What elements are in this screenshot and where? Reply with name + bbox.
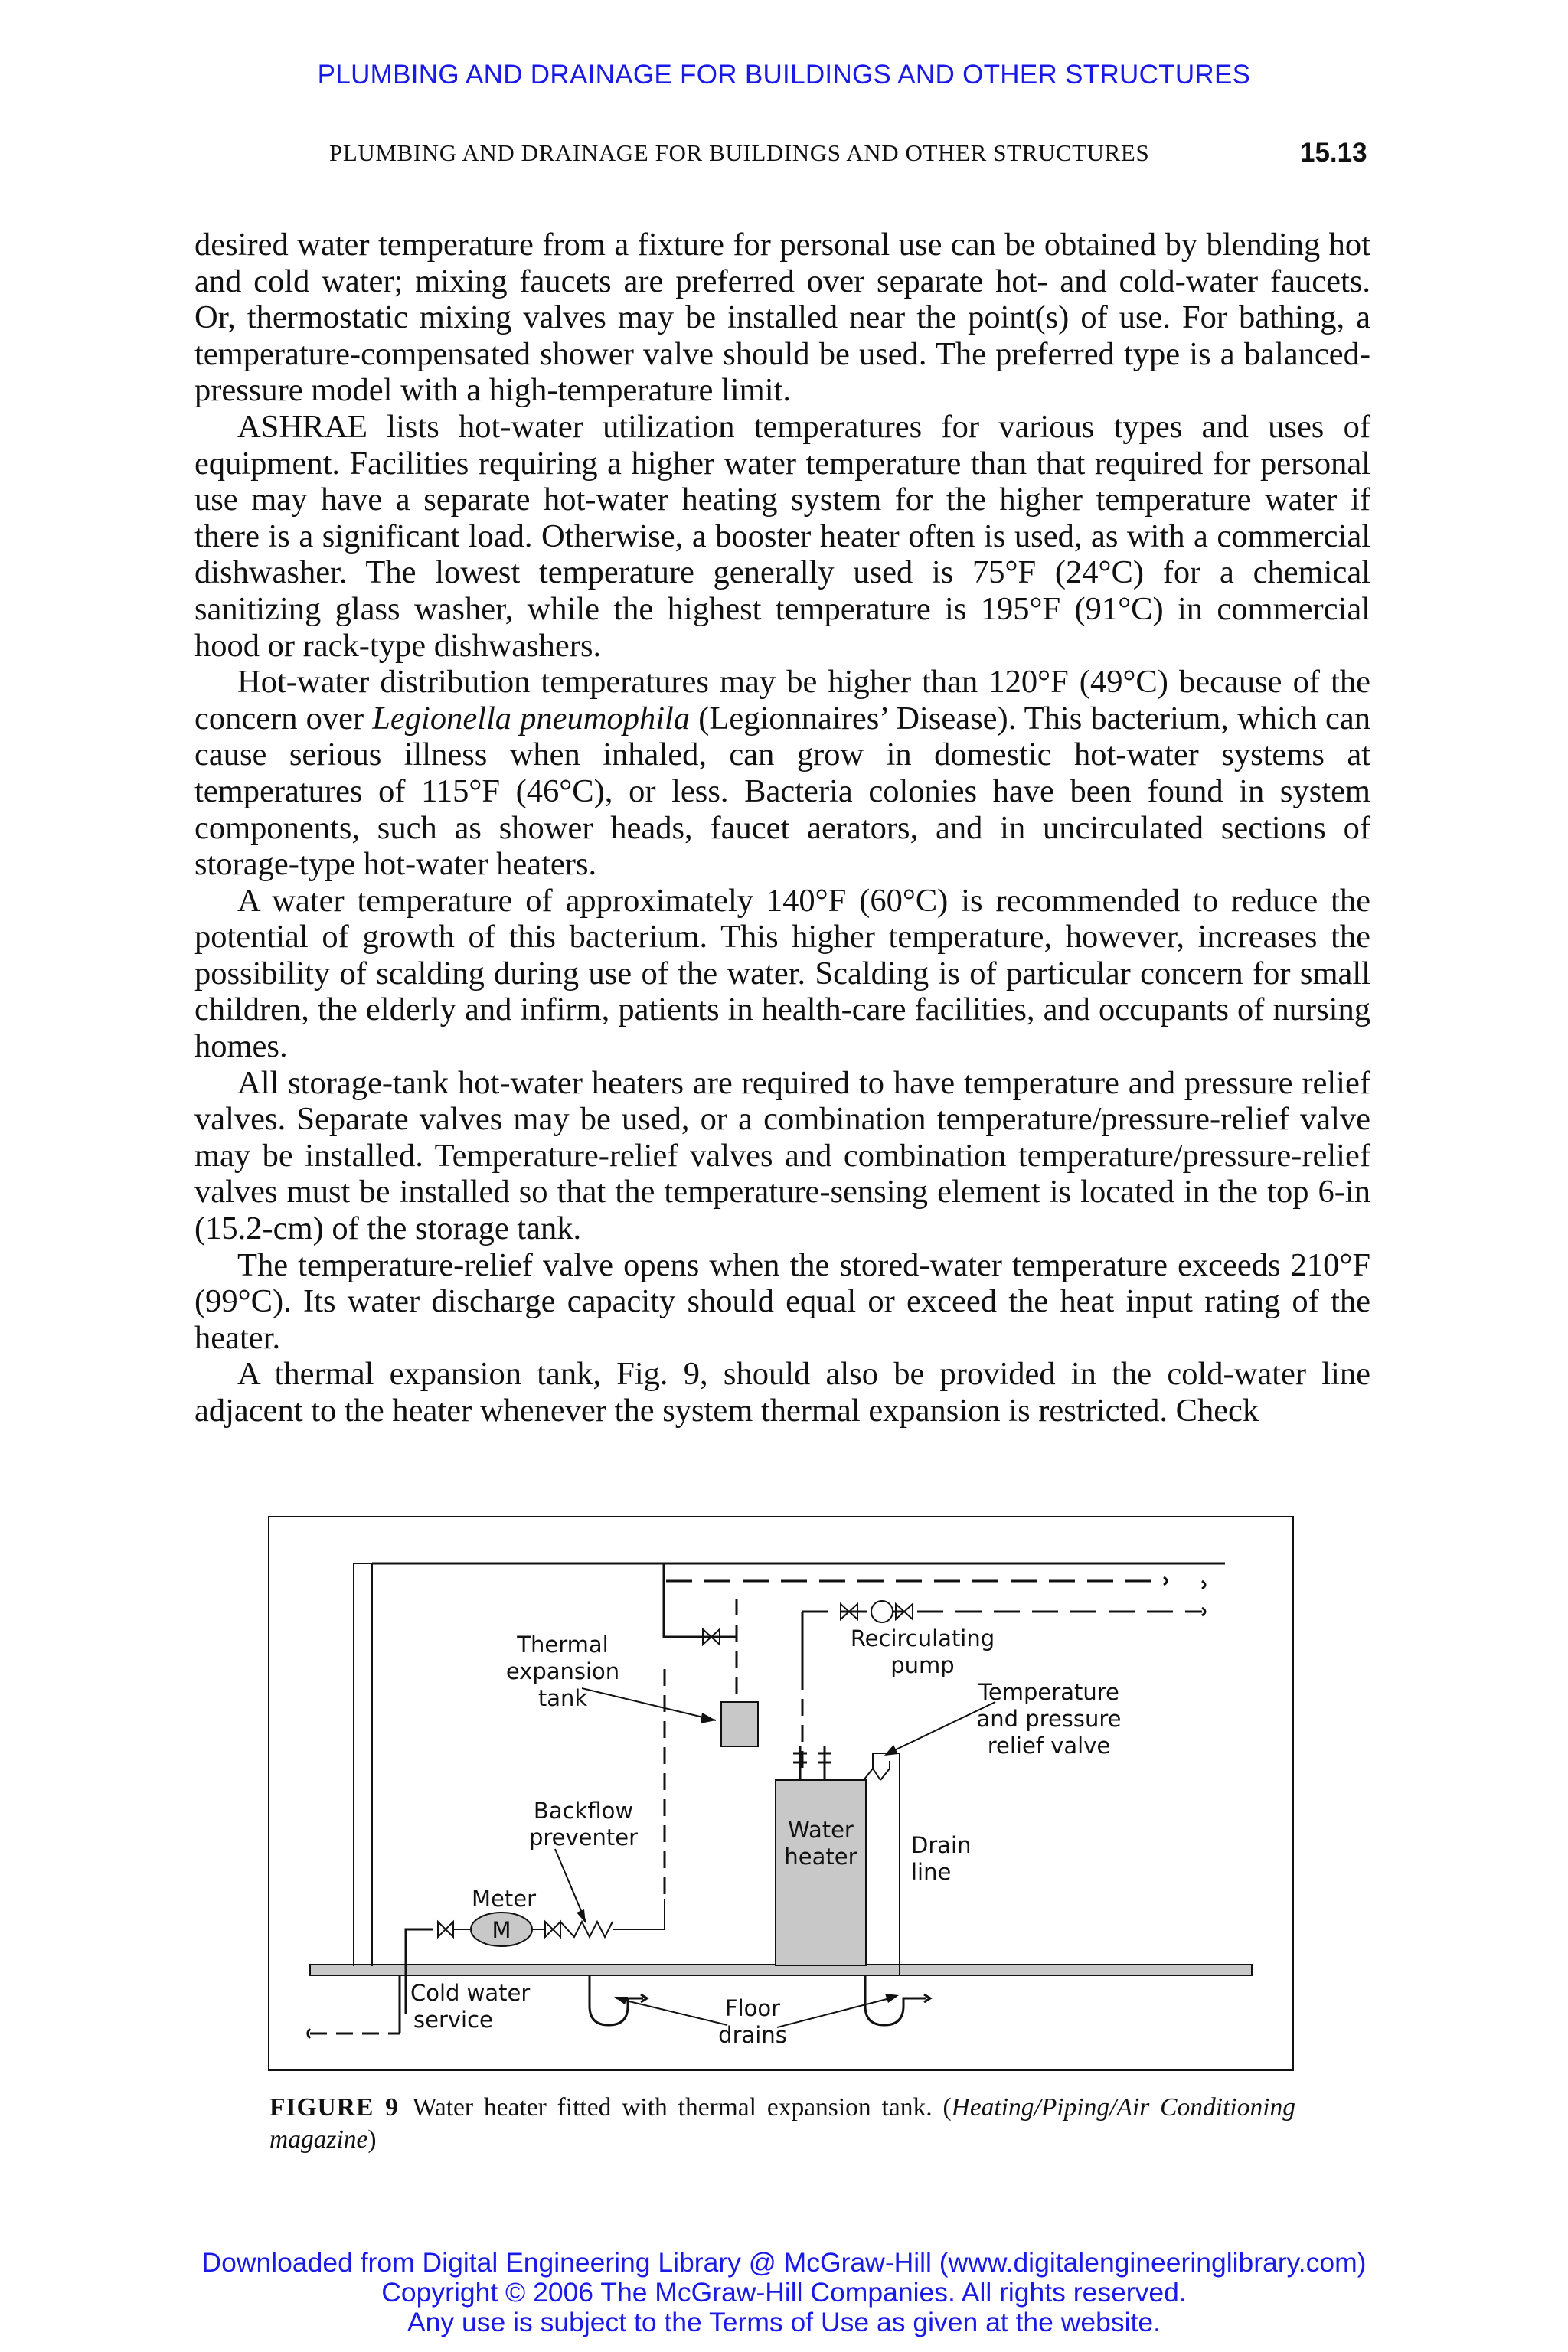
species-name: Legionella pneumophila [372, 700, 691, 737]
paragraph-text: Hot-water distribution temperatures may be higher than 120°F (49°C) because of the concern over [194, 664, 1370, 737]
paragraph-legionella [194, 664, 1370, 883]
paragraph-text: (Legionnaires’ Disease). This bacterium, which can cause serious illness when inhaled, can grow in domestic hot-water systems at temperatures of 115°F (46°C), or less. Bacteria colonies have been found in system components, such as shower heads, faucet aerators, and in uncirculated sections of storage-type hot-water heaters. [194, 700, 1370, 883]
label-cold-1: Cold water [410, 1980, 531, 2006]
label-tp-1: Temperature [978, 1679, 1119, 1705]
label-heater-1: Water [788, 1817, 854, 1843]
floor-slab [310, 1965, 1252, 1975]
label-tp-3: relief valve [987, 1733, 1111, 1759]
running-head: PLUMBING AND DRAINAGE FOR BUILDINGS AND OTHER STRUCTURES [329, 139, 1150, 166]
label-tp-2: and pressure [976, 1706, 1122, 1732]
figure-9-diagram [268, 1516, 1294, 2071]
label-backflow-2: preventer [528, 1824, 639, 1851]
label-thermal-1: Thermal [517, 1632, 609, 1658]
label-thermal-3: tank [537, 1685, 588, 1711]
label-drain-1: Drain [911, 1832, 972, 1858]
expansion-tank [721, 1702, 758, 1746]
watermark-title: PLUMBING AND DRAINAGE FOR BUILDINGS AND OTHER STRUCTURES [317, 60, 1251, 90]
label-floor-1: Floor [724, 1995, 781, 2021]
paragraph: ASHRAE lists hot-water utilization temperatures for various types and uses of equipment. Facilities requiring a higher water temperature than that required for personal use may have a separate hot-water heating system for the higher temperature water if there is a significant load. Otherwise, a booster heater often is used, as with a commercial dishwasher. The lowest temperature generally used is 75°F (24°C) for a chemical sanitizing glass washer, while the highest temperature is 195°F (91°C) in commercial hood or rack-type dishwashers. [194, 408, 1370, 664]
caption-text: Water heater fitted with thermal expansion tank. ( [412, 2093, 952, 2122]
figure-number: FIGURE 9 [270, 2093, 399, 2122]
label-cold-2: service [413, 2007, 493, 2033]
figure-caption [270, 2092, 1295, 2156]
paragraph: All storage-tank hot-water heaters are required to have temperature and pressure relief valves. Separate valves may be used, or a combination temperature/pressure-relief valve may be installed. Temperature-relief valves and combination temperature/pressure-relief valves must be installed so that the temperature-sensing element is located in the top 6-in (15.2-cm) of the storage tank. [194, 1064, 1370, 1247]
paragraph: desired water temperature from a fixture for personal use can be obtained by blending hot and cold water; mixing faucets are preferred over separate hot- and cold-water faucets. Or, thermostatic mixing valves may be installed near the point(s) of use. For bathing, a temperature-compensated shower valve should be used. The preferred type is a balanced-pressure model with a high-temperature limit. [194, 227, 1370, 409]
label-heater-2: heater [784, 1844, 858, 1870]
heater-connections [793, 1746, 831, 1780]
relief-valve [864, 1753, 900, 1975]
caption-source: Heating/Piping/Air Conditioning magazine [270, 2093, 1295, 2154]
footer-line-3: Any use is subject to the Terms of Use as given at the website. [407, 2307, 1161, 2337]
label-recirc-1: Recirculating [850, 1625, 995, 1651]
label-recirc-2: pump [890, 1652, 955, 1678]
paragraph: A water temperature of approximately 140°F (60°C) is recommended to reduce the potential of growth of this bacterium. This higher temperature, however, increases the possibility of scalding during use of the water. Scalding is of particular concern for small children, the elderly and infirm, patients in health-care facilities, and occupants of nursing homes. [194, 882, 1370, 1065]
download-footer [0, 2248, 1568, 2337]
floor-drain-leader-right [777, 1997, 896, 2027]
label-drain-2: line [911, 1859, 952, 1885]
paragraph: The temperature-relief valve opens when the stored-water temperature exceeds 210°F (99°C). Its water discharge capacity should equal or exceed the heat input rating of the heater. [194, 1246, 1370, 1356]
caption-close: ) [368, 2125, 377, 2154]
paragraph: A thermal expansion tank, Fig. 9, should also be provided in the cold-water line adjacent to the heater whenever the system thermal expansion is restricted. Check [194, 1356, 1370, 1429]
water-heater [776, 1780, 866, 1965]
floor-drain-leader-left [616, 1998, 727, 2025]
water-heater-diagram [268, 1516, 1294, 2071]
meter-symbol: M [492, 1917, 511, 1943]
body-text [194, 227, 1370, 1429]
footer-line-1: Downloaded from Digital Engineering Library @ McGraw-Hill (www.digitalengineeringlibrary.com) [201, 2247, 1367, 2278]
label-floor-2: drains [718, 2022, 787, 2048]
expansion-tank-leader [582, 1688, 716, 1720]
footer-line-2: Copyright © 2006 The McGraw-Hill Companies. All rights reserved. [381, 2277, 1187, 2308]
page-number: 15.13 [1300, 138, 1367, 168]
label-meter: Meter [472, 1886, 536, 1912]
label-backflow-1: Backflow [533, 1798, 634, 1824]
label-thermal-2: expansion [505, 1658, 620, 1684]
